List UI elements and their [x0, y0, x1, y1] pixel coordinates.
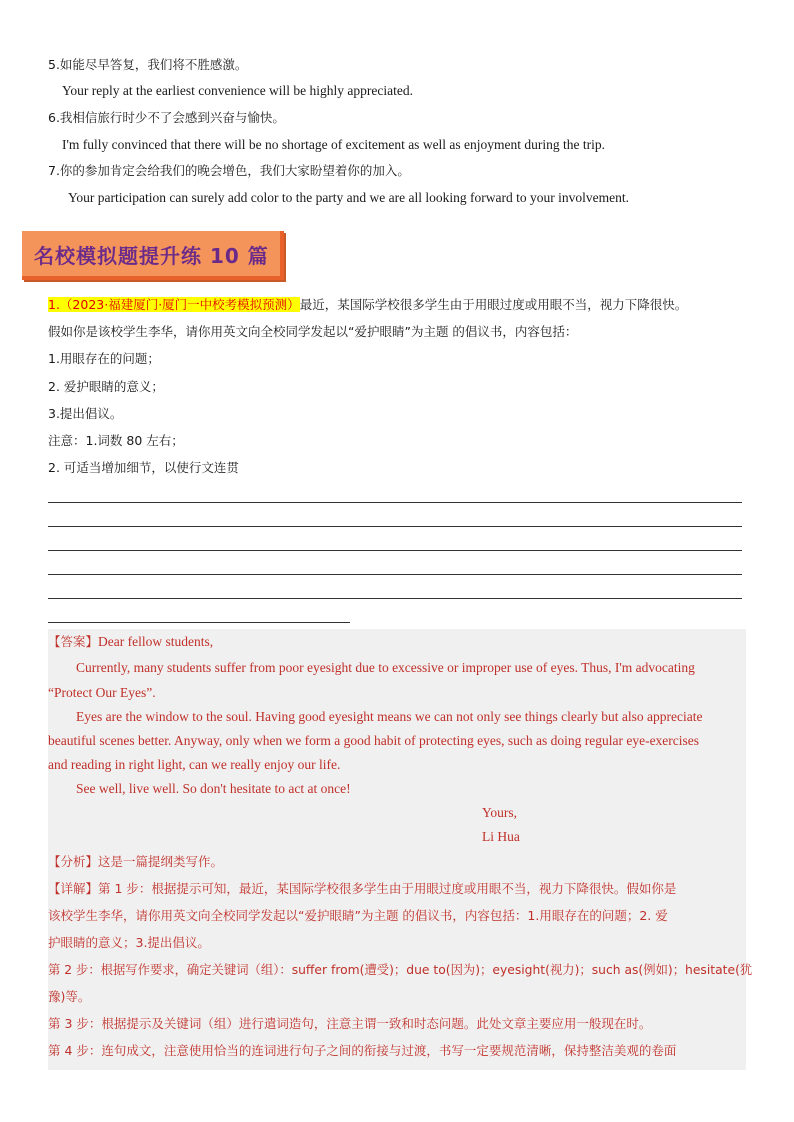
detail-step-2-line-1: 第 2 步：根据写作要求，确定关键词（组）：suffer from(遭受)；due to(因为)；eyesight(视力)；such as(例如)；hesitate(犹 — [48, 962, 753, 977]
detail-step-3: 第 3 步：根据提示及关键词（组）进行遣词造句，注意主谓一致和时态问题。此处文章主要应用一般现在时。 — [48, 1016, 652, 1031]
answer-paragraph-1-line-1: Currently, many students suffer from poor eyesight due to excessive or improper use of eyes. Thus, I'm advocating — [76, 660, 695, 675]
item-7-english: Your participation can surely add color to the party and we are all looking forward to your involvement. — [68, 190, 629, 205]
question-source: 1.（2023·福建厦门·厦门一中校考模拟预测） — [48, 297, 300, 312]
analysis-line — [48, 853, 223, 871]
writing-line[interactable] — [48, 502, 742, 503]
answer-paragraph-3: See well, live well. So don't hesitate to act at once! — [76, 781, 351, 796]
answer-paragraph-2-line-1: Eyes are the window to the soul. Having good eyesight means we can not only see things clearly but also appreciate — [76, 709, 703, 724]
detail-step-4: 第 4 步：连句成文，注意使用恰当的连词进行句子之间的衔接与过渡，书写一定要规范清晰，保持整洁美观的卷面 — [48, 1043, 677, 1058]
item-6-chinese: 6.我相信旅行时少不了会感到兴奋与愉快。 — [48, 110, 285, 125]
answer-paragraph-2-line-3: and reading in right light, can we really enjoy our life. — [48, 757, 341, 772]
detail-step-1-line-1 — [48, 880, 676, 898]
question-line-5: 3.提出倡议。 — [48, 406, 123, 421]
section-banner — [22, 231, 284, 280]
writing-line[interactable] — [48, 526, 742, 527]
answer-tag: 【答案】 — [48, 634, 99, 649]
answer-paragraph-1-line-2: “Protect Our Eyes”. — [48, 685, 156, 700]
detail-step-1-text: 第 1 步：根据提示可知，最近，某国际学校很多学生由于用眼过度或用眼不当，视力下降很快。假如你是 — [98, 881, 677, 896]
question-line-6: 注意：1.词数 80 左右； — [48, 433, 184, 448]
answer-paragraph-2-line-2: beautiful scenes better. Anyway, only when we form a good habit of protecting eyes, such as doing regular eye-exercises — [48, 733, 700, 748]
detail-tag: 【详解】 — [48, 881, 99, 896]
question-line-4: 2. 爱护眼睛的意义； — [48, 379, 164, 394]
item-5-english: Your reply at the earliest convenience will be highly appreciated. — [62, 83, 414, 98]
answer-greeting: Dear fellow students, — [98, 634, 214, 649]
detail-step-2-line-2: 豫)等。 — [48, 989, 91, 1004]
question-intro: 最近，某国际学校很多学生由于用眼过度或用眼不当，视力下降很快。 — [299, 297, 688, 312]
detail-step-1-line-2: 该校学生李华，请你用英文向全校同学发起以“爱护眼睛”为主题 的倡议书，内容包括：1.用眼存在的问题；2. 爱 — [48, 908, 668, 923]
section-banner-title: 名校模拟题提升练 10 篇 — [34, 244, 269, 268]
answer-header — [48, 633, 213, 651]
question-line-7: 2. 可适当增加细节，以使行文连贯 — [48, 460, 239, 475]
answer-closing: Yours, — [482, 805, 518, 820]
question-line-2: 假如你是该校学生李华，请你用英文向全校同学发起以“爱护眼睛”为主题 的倡议书，内容包括： — [48, 324, 578, 339]
writing-line[interactable] — [48, 550, 742, 551]
answer-signature: Li Hua — [482, 829, 520, 844]
item-7-chinese: 7.你的参加肯定会给我们的晚会增色，我们大家盼望着你的加入。 — [48, 163, 410, 178]
question-line-3: 1.用眼存在的问题； — [48, 351, 160, 366]
item-5-chinese: 5.如能尽早答复，我们将不胜感激。 — [48, 57, 248, 72]
analysis-tag: 【分析】 — [48, 854, 99, 869]
writing-line[interactable] — [48, 598, 742, 599]
item-6-english: I'm fully convinced that there will be no shortage of excitement as well as enjoyment during the trip. — [62, 137, 606, 152]
analysis-text: 这是一篇提纲类写作。 — [98, 854, 224, 869]
detail-step-1-line-3: 护眼睛的意义；3.提出倡议。 — [48, 935, 210, 950]
question-first-line — [48, 296, 687, 314]
writing-line[interactable] — [48, 622, 350, 623]
writing-line[interactable] — [48, 574, 742, 575]
